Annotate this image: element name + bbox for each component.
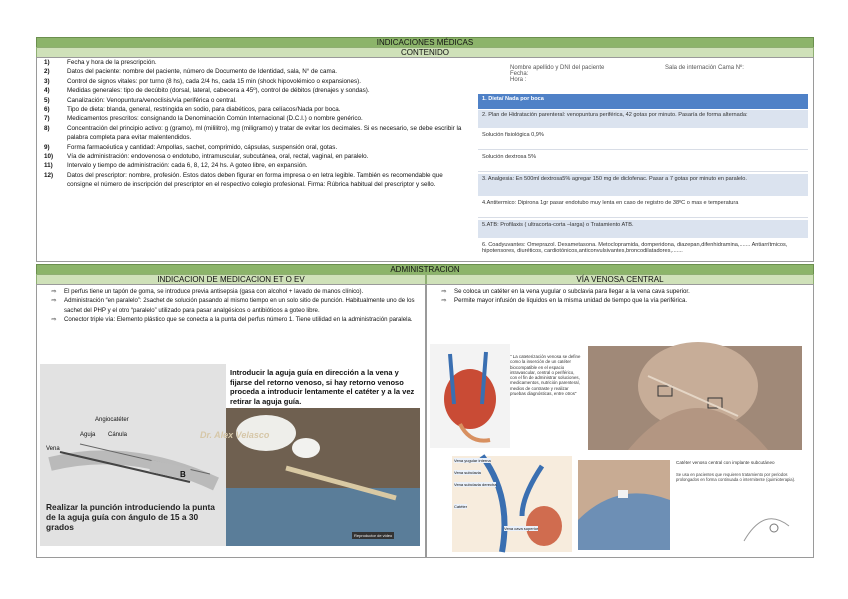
- left-bullet-1: ⇨ El perfus tiene un tapón de goma, se introduce previa antisepsia (gasa con alcohol + lavado de manos clínico).: [44, 287, 416, 296]
- contenido-item: [44, 67, 464, 76]
- contenido-item-text: Vía de administración: endovenosa o endotubo, intramuscular, subcutánea, oral, rectal, vaginal, en paralelo.: [67, 153, 369, 161]
- shoulder-svg: [578, 460, 670, 550]
- form-row-5: 3. Analgesia: En 500ml dextrosa5% agregar 150 mg de diclofenac. Pasar a 7 gotas por minuto en paralelo.: [478, 174, 808, 196]
- contenido-item-number: 7): [44, 115, 50, 123]
- contenido-item-number: 5): [44, 96, 50, 104]
- label-yugular-interna: Vena yugular interna: [454, 458, 491, 463]
- form-row-4: Solución dextrosa 5%: [478, 152, 808, 172]
- contenido-item: [44, 77, 464, 86]
- arrow-icon: ⇨: [51, 315, 57, 323]
- implant-sketch-svg: [734, 506, 794, 546]
- left-bullet-3: ⇨ Conector triple vía: Elemento plástico que se conecta a la punta del perfus número 1. Tiene utilidad en la administración paralela.: [44, 315, 416, 324]
- contenido-item-text: Intervalo y tiempo de administración: cada 6, 8, 12, 24 hs. A goteo libre, en expansión.: [67, 162, 308, 170]
- label-vena: Vena: [46, 446, 60, 452]
- label-subclavia: Vena subclavia: [454, 470, 481, 475]
- form-row-7: 5.ATB: Profilaxis ( ultracorta-corta –larga) o Tratamiento ATB.: [478, 220, 808, 238]
- shoulder-photo-image: [578, 460, 670, 550]
- contenido-item: [44, 161, 464, 170]
- right-bullets: [434, 287, 806, 306]
- video-photo: [200, 408, 420, 546]
- contenido-item-number: 11): [44, 162, 53, 170]
- video-watermark: Dr. Alex Velasco: [200, 430, 270, 440]
- contenido-item-text: Fecha y hora de la prescripción.: [67, 59, 157, 66]
- left-section-title: INDICACION DE MEDICACION ET O EV: [36, 274, 426, 285]
- arrow-icon: ⇨: [51, 288, 57, 295]
- implant-info: [676, 460, 804, 550]
- form-row-6: 4.Antitermico: Dipirona 1gr pasar endotubo muy lenta en caso de registro de 38ºC o mas e temperatura: [478, 198, 808, 218]
- video-caption: Introducir la aguja guía en dirección a la vena y fijarse del retorno venoso, si hay retorno venoso proceda a introducir lentamente el catéter y a la vez retirar la aguja guía.: [230, 368, 415, 406]
- central-line-diagram: [452, 456, 572, 552]
- left-bullets: [44, 287, 416, 324]
- contenido-item-number: 3): [44, 77, 50, 85]
- arrow-icon: ⇨: [441, 288, 447, 295]
- contenido-item-number: 12): [44, 171, 54, 179]
- label-aguja: Aguja: [80, 432, 96, 438]
- contenido-item-text: Medidas generales: tipo de decúbito (dorsal, lateral, cabecera a 45º), control de débitos (drenajes y sondas).: [67, 87, 370, 95]
- contenido-item-text: Medicamentos prescritos: consignando la Denominación Común Internacional (D.C.I.) o nombre genérico.: [67, 115, 363, 123]
- contenido-list: [44, 58, 464, 190]
- contenido-item-number: 4): [44, 87, 50, 95]
- neck-photo-image: [588, 346, 802, 450]
- contenido-item: [44, 105, 464, 114]
- form-time-line: Hora :: [510, 77, 527, 83]
- administracion-title: ADMINISTRACION: [36, 264, 814, 275]
- right-section-title: VÍA VENOSA CENTRAL: [426, 274, 814, 285]
- form-room-line: Sala de internación Cama Nº:: [665, 65, 744, 71]
- form-row-8: 6. Coadyuvantes: Omeprazol. Dexametasona. Metoclopramida, domperidona, diazepan,difenhidramina,....... Antiarrítmicos, hipotensores, diuréticos, cardiotónicos,anticonvulsivantes,broncodilatadores,.......: [478, 240, 808, 258]
- form-row-1: 1. Dieta/ Nada por boca: [478, 94, 808, 109]
- heart-svg: [430, 344, 510, 448]
- label-angiocateter: Angiocatéter: [95, 417, 129, 423]
- implant-text: Se usa en pacientes que requieren tratamiento por periodos prolongados en forma continuada o intermitente (quimioterapia).: [676, 471, 796, 482]
- contenido-item-number: 8): [44, 124, 50, 132]
- cateter-definition: " La cateterización venosa se define como la inserción de un catéter biocompatible en el espacio intravascular, central o periférico, con el fin de administrar soluciones, medicamentos, nutrición parenteral, medios de contraste y realizar pruebas diagnósticas, entre otros": [510, 354, 581, 397]
- video-corner-label: Reproductor de video: [354, 533, 393, 538]
- needle-caption: Realizar la punción introduciendo la punta de la aguja guía con ángulo de 15 a 30 grados: [46, 502, 215, 532]
- heart-anatomy-image: [430, 344, 510, 448]
- form-header: [510, 65, 810, 95]
- arrow-icon: ⇨: [51, 297, 57, 305]
- form-patient-line: Nombre apellido y DNI del paciente: [510, 65, 605, 71]
- contenido-item-number: 10): [44, 153, 54, 161]
- contenido-item-text: Forma farmacéutica y cantidad: Ampollas, sachet, comprimido, cápsulas, suspensión oral, gotas.: [67, 143, 338, 151]
- contenido-item-number: 1): [44, 59, 50, 66]
- label-cava-superior: Vena cava superior: [504, 526, 539, 531]
- right-bullet-1: ⇨ Se coloca un catéter en la vena yugular o subclavia para llegar a la vena cava superior.: [434, 287, 806, 296]
- contenido-item-text: Datos del prescriptor: nombre, profesión. Estos datos deben figurar en forma impresa o en letra legible. También es recomendable que consigne el número de inscripción del prescriptor en el respectivo colegio profesional. Firma: Rúbrica habitual del prescriptor y sello.: [67, 171, 443, 189]
- contenido-item: [44, 96, 464, 105]
- implant-title: Catéter venoso central con implante subcutáneo: [676, 460, 775, 465]
- contenido-item: [44, 143, 464, 152]
- left-bullet-2: ⇨ Administración “en paralelo”: 2sachet de solución pasando al mismo tiempo en un solo sitio de punción. Habitualmente uno de los sachet del PHP y el otro “paralelo” utilizado para pasar analgésicos o antibióticos a goteo libre.: [44, 296, 416, 315]
- needle-diagram-image: [40, 364, 226, 546]
- contenido-item-text: Concentración del principio activo: g (gramo), ml (mililitro), mg (miligramo) y tratar de evitar los decimales. Si es necesario, se debe escribir la palabra completa para evitar malentendidos.: [67, 124, 462, 142]
- contenido-item: [44, 124, 464, 143]
- form-row-2: 2. Plan de Hidratación parenteral: venopuntura periférica, 42 gotas por minuto. Pasaría de forma alternada:: [478, 110, 808, 128]
- form-row-3: Solución fisiológica 0,9%: [478, 130, 808, 150]
- header-title: INDICACIONES MÉDICAS: [36, 37, 814, 48]
- arrow-icon: ⇨: [441, 297, 447, 305]
- form-date-line: Fecha:: [510, 71, 529, 77]
- contenido-item: [44, 114, 464, 123]
- contenido-item-text: Datos del paciente: nombre del paciente, número de Documento de Identidad, sala, N° de cama.: [67, 68, 337, 76]
- right-bullet-2: ⇨ Permite mayor infusión de líquidos en la misma unidad de tiempo que la vía periférica.: [434, 296, 806, 305]
- label-canula: Cánula: [108, 432, 128, 438]
- contenido-item-number: 9): [44, 143, 50, 151]
- header-subtitle: CONTENIDO: [36, 47, 814, 58]
- contenido-item: [44, 152, 464, 161]
- contenido-item: [44, 171, 464, 190]
- contenido-item-number: 2): [44, 68, 50, 76]
- video-frame-image: [200, 364, 420, 546]
- contenido-item-text: Canalización: Venopuntura/venoclisis/vía periférica o central.: [67, 96, 237, 104]
- contenido-item: [44, 86, 464, 95]
- label-subclavia-derecha: Vena subclavia derecha: [454, 482, 497, 487]
- contenido-item: [44, 58, 464, 67]
- contenido-item-text: Tipo de dieta: blanda, general, restringida en sodio, para diabéticos, para celíacos/Nada por boca.: [67, 106, 341, 114]
- contenido-item-text: Control de signos vitales: por turno (8 hs), cada 2/4 hs, cada 15 min (shock hipovolémico o expansiones).: [67, 77, 362, 85]
- contenido-item-number: 6): [44, 106, 50, 114]
- hand-photo-svg: [226, 408, 420, 546]
- label-cateter: Catéter: [454, 504, 468, 509]
- label-b: B: [180, 470, 186, 479]
- neck-svg: [588, 346, 802, 450]
